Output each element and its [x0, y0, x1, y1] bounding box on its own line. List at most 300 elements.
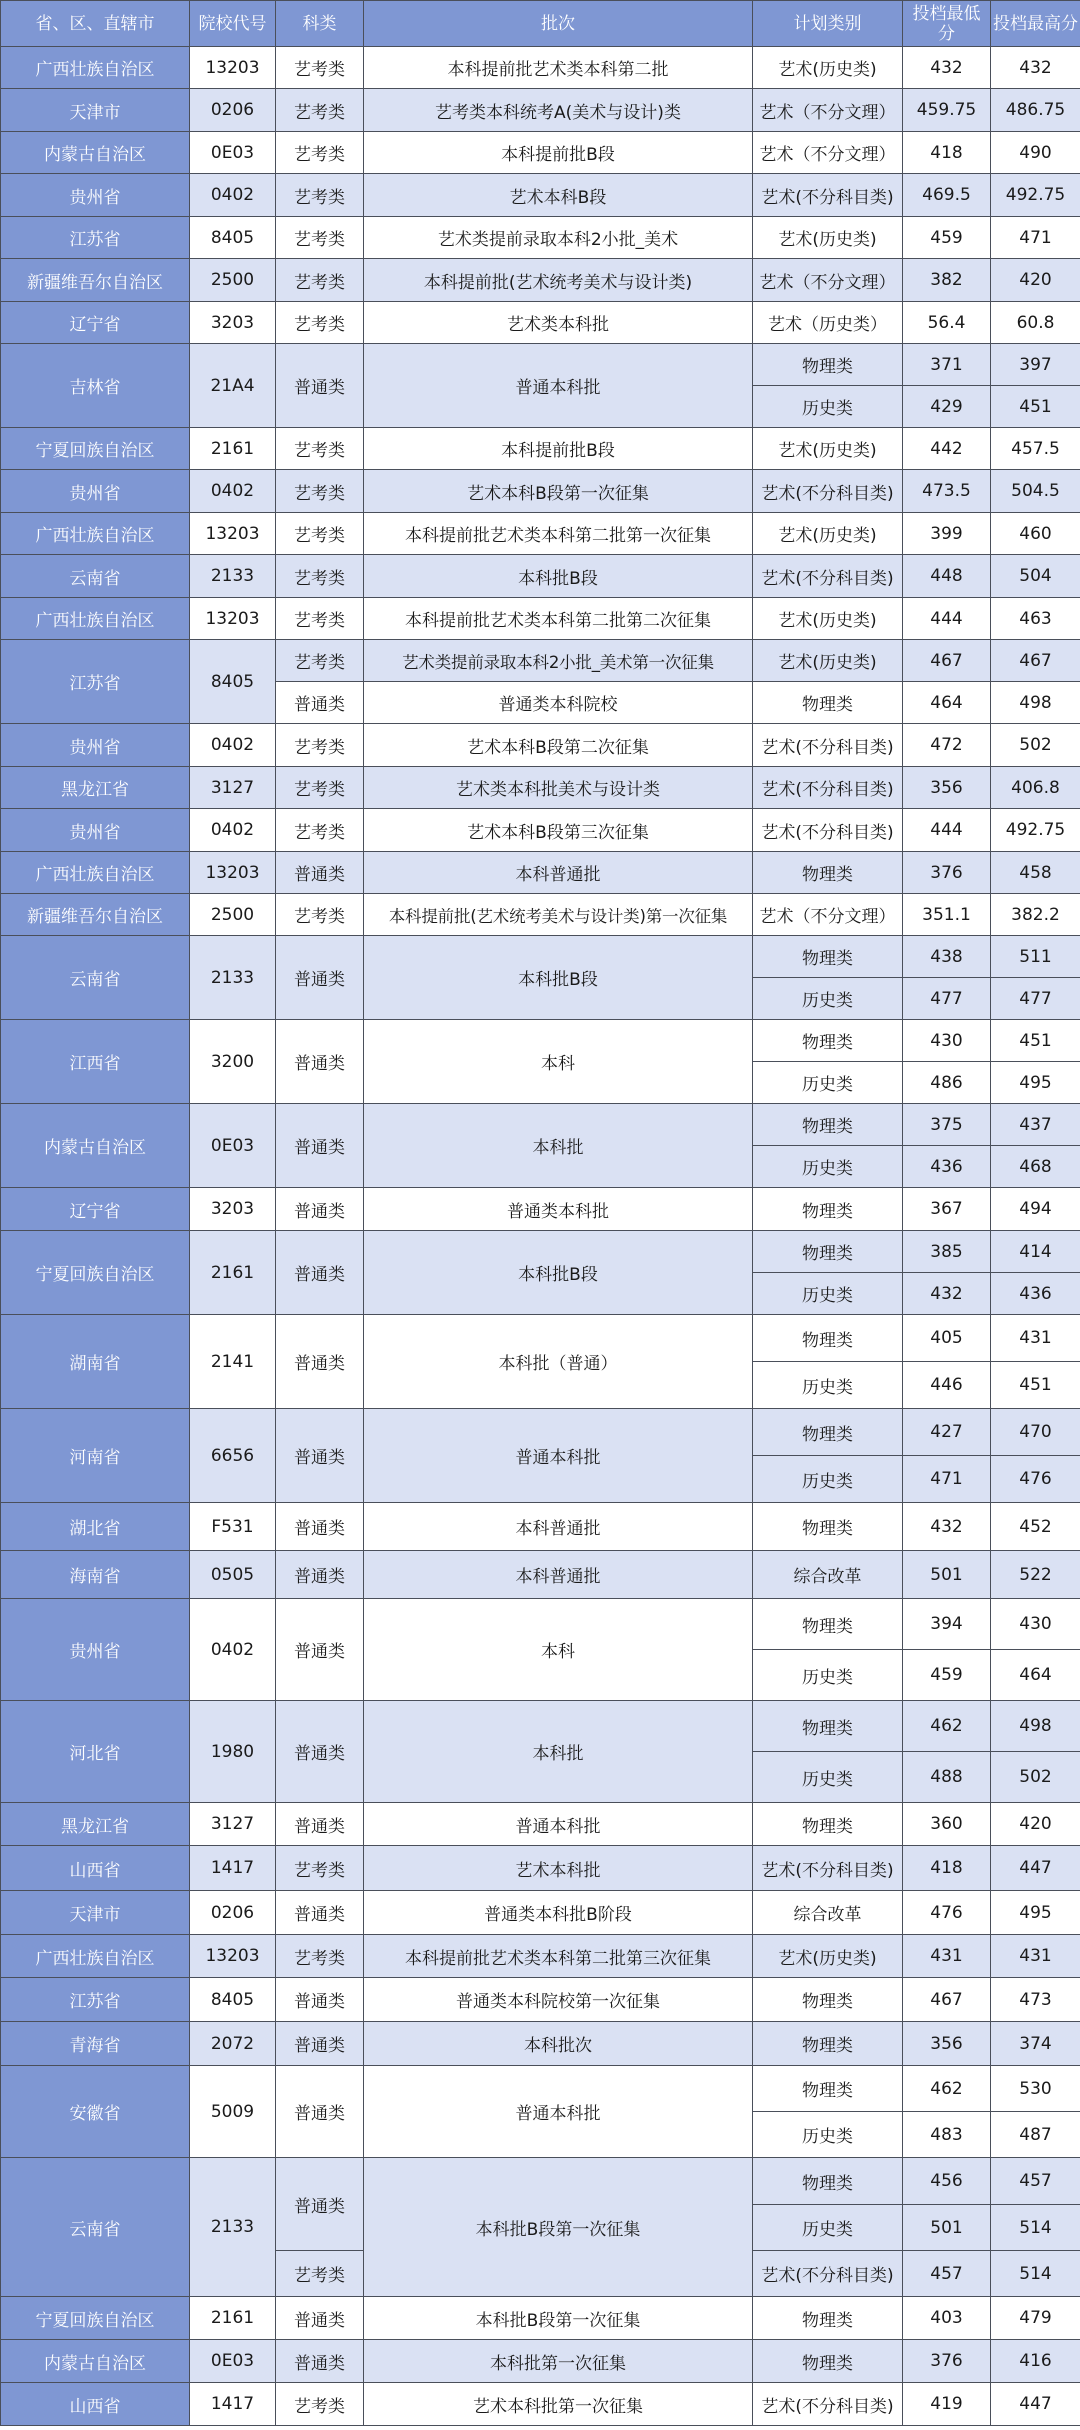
- max-score-cell: 382.2: [991, 894, 1080, 936]
- category-cell: 艺考类: [276, 47, 364, 89]
- header-row: [1, 1, 1080, 47]
- table-row: [1, 1701, 1080, 1752]
- table-row: [1, 809, 1080, 852]
- plan-type-cell: 历史类: [753, 978, 903, 1020]
- plan-type-cell: 综合改革: [753, 1891, 903, 1935]
- school-code-cell: 13203: [190, 513, 276, 555]
- batch-cell: 本科批（普通）: [364, 1315, 753, 1409]
- province-cell: 江苏省: [1, 217, 190, 259]
- category-cell: 普通类: [276, 1551, 364, 1599]
- min-score-cell: 360: [903, 1803, 991, 1846]
- min-score-cell: 459: [903, 1650, 991, 1701]
- province-cell: 黑龙江省: [1, 1803, 190, 1846]
- plan-type-cell: 历史类: [753, 1146, 903, 1188]
- max-score-cell: 504: [991, 555, 1080, 598]
- header-province: 省、区、直辖市: [1, 1, 190, 47]
- province-cell: 广西壮族自治区: [1, 513, 190, 555]
- province-cell: 广西壮族自治区: [1, 598, 190, 640]
- table-row: [1, 513, 1080, 555]
- max-score-cell: 452: [991, 1503, 1080, 1551]
- plan-type-cell: 艺术（历史类）: [753, 302, 903, 344]
- max-score-cell: 494: [991, 1188, 1080, 1231]
- table-row: [1, 598, 1080, 640]
- school-code-cell: 0402: [190, 724, 276, 767]
- batch-cell: 艺术本科B段: [364, 174, 753, 217]
- min-score-cell: 403: [903, 2297, 991, 2340]
- province-cell: 广西壮族自治区: [1, 1935, 190, 1978]
- max-score-cell: 522: [991, 1551, 1080, 1599]
- batch-cell: 本科批B段第一次征集: [364, 2297, 753, 2340]
- max-score-cell: 420: [991, 259, 1080, 302]
- min-score-cell: 467: [903, 640, 991, 682]
- max-score-cell: 468: [991, 1146, 1080, 1188]
- table-row: [1, 640, 1080, 682]
- school-code-cell: 0E03: [190, 132, 276, 174]
- max-score-cell: 457: [991, 2158, 1080, 2205]
- batch-cell: 普通类本科院校第一次征集: [364, 1978, 753, 2022]
- min-score-cell: 462: [903, 2066, 991, 2112]
- max-score-cell: 476: [991, 1456, 1080, 1503]
- province-cell: 河北省: [1, 1701, 190, 1803]
- max-score-cell: 416: [991, 2340, 1080, 2383]
- school-code-cell: 2072: [190, 2022, 276, 2066]
- category-cell: 普通类: [276, 1978, 364, 2022]
- school-code-cell: 8405: [190, 217, 276, 259]
- category-cell: 普通类: [276, 682, 364, 724]
- category-cell: 普通类: [276, 2022, 364, 2066]
- batch-cell: 本科提前批艺术类本科第二批第一次征集: [364, 513, 753, 555]
- table-row: [1, 1846, 1080, 1891]
- batch-cell: 本科提前批B段: [364, 428, 753, 470]
- min-score-cell: 432: [903, 47, 991, 89]
- plan-type-cell: 艺术（不分文理）: [753, 89, 903, 132]
- province-cell: 江西省: [1, 1020, 190, 1104]
- table-row: [1, 1104, 1080, 1146]
- plan-type-cell: 物理类: [753, 852, 903, 894]
- min-score-cell: 457: [903, 2251, 991, 2297]
- batch-cell: 艺术本科批第一次征集: [364, 2383, 753, 2426]
- table-header: [1, 1, 1080, 47]
- max-score-cell: 504.5: [991, 470, 1080, 513]
- plan-type-cell: 艺术（不分文理）: [753, 894, 903, 936]
- school-code-cell: 3127: [190, 1803, 276, 1846]
- school-code-cell: F531: [190, 1503, 276, 1551]
- min-score-cell: 501: [903, 2205, 991, 2251]
- province-cell: 贵州省: [1, 174, 190, 217]
- batch-cell: 本科提前批(艺术统考美术与设计类): [364, 259, 753, 302]
- province-cell: 山西省: [1, 2383, 190, 2426]
- table-row: [1, 2383, 1080, 2426]
- school-code-cell: 1417: [190, 2383, 276, 2426]
- category-cell: 普通类: [276, 2340, 364, 2383]
- table-row: [1, 174, 1080, 217]
- table-row: [1, 47, 1080, 89]
- max-score-cell: 406.8: [991, 767, 1080, 809]
- table-row: [1, 302, 1080, 344]
- category-cell: 普通类: [276, 1701, 364, 1803]
- school-code-cell: 13203: [190, 1935, 276, 1978]
- table-row: [1, 2340, 1080, 2383]
- plan-type-cell: 物理类: [753, 1188, 903, 1231]
- plan-type-cell: 历史类: [753, 2112, 903, 2158]
- school-code-cell: 0402: [190, 174, 276, 217]
- province-cell: 青海省: [1, 2022, 190, 2066]
- table-row: [1, 1551, 1080, 1599]
- max-score-cell: 492.75: [991, 809, 1080, 852]
- school-code-cell: 2500: [190, 894, 276, 936]
- province-cell: 云南省: [1, 936, 190, 1020]
- plan-type-cell: 历史类: [753, 1456, 903, 1503]
- school-code-cell: 2161: [190, 2297, 276, 2340]
- min-score-cell: 471: [903, 1456, 991, 1503]
- max-score-cell: 514: [991, 2251, 1080, 2297]
- school-code-cell: 3203: [190, 1188, 276, 1231]
- category-cell: 艺考类: [276, 89, 364, 132]
- batch-cell: 本科提前批艺术类本科第二批第三次征集: [364, 1935, 753, 1978]
- plan-type-cell: 艺术(历史类): [753, 1935, 903, 1978]
- plan-type-cell: 艺术(历史类): [753, 428, 903, 470]
- category-cell: 艺考类: [276, 2383, 364, 2426]
- category-cell: 艺考类: [276, 640, 364, 682]
- min-score-cell: 367: [903, 1188, 991, 1231]
- plan-type-cell: 艺术(历史类): [753, 640, 903, 682]
- province-cell: 湖南省: [1, 1315, 190, 1409]
- plan-type-cell: 物理类: [753, 1599, 903, 1650]
- plan-type-cell: 历史类: [753, 1062, 903, 1104]
- plan-type-cell: 综合改革: [753, 1551, 903, 1599]
- header-plan-type: 计划类别: [753, 1, 903, 47]
- table-row: [1, 132, 1080, 174]
- min-score-cell: 462: [903, 1701, 991, 1752]
- table-row: [1, 1231, 1080, 1273]
- batch-cell: 普通本科批: [364, 2066, 753, 2158]
- table-body: [1, 47, 1080, 2426]
- province-cell: 宁夏回族自治区: [1, 2297, 190, 2340]
- batch-cell: 本科批B段: [364, 1231, 753, 1315]
- batch-cell: 本科提前批B段: [364, 132, 753, 174]
- max-score-cell: 420: [991, 1803, 1080, 1846]
- batch-cell: 本科批: [364, 1104, 753, 1188]
- batch-cell: 普通本科批: [364, 344, 753, 428]
- province-cell: 新疆维吾尔自治区: [1, 259, 190, 302]
- table-row: [1, 894, 1080, 936]
- table-row: [1, 89, 1080, 132]
- batch-cell: 艺术类本科批: [364, 302, 753, 344]
- max-score-cell: 458: [991, 852, 1080, 894]
- plan-type-cell: 艺术(不分科目类): [753, 1846, 903, 1891]
- header-category: 科类: [276, 1, 364, 47]
- header-school-code: 院校代号: [190, 1, 276, 47]
- batch-cell: 艺术本科B段第二次征集: [364, 724, 753, 767]
- plan-type-cell: 艺术(不分科目类): [753, 2251, 903, 2297]
- category-cell: 普通类: [276, 1891, 364, 1935]
- school-code-cell: 5009: [190, 2066, 276, 2158]
- province-cell: 内蒙古自治区: [1, 1104, 190, 1188]
- category-cell: 艺考类: [276, 894, 364, 936]
- province-cell: 云南省: [1, 555, 190, 598]
- min-score-cell: 418: [903, 132, 991, 174]
- category-cell: 艺考类: [276, 217, 364, 259]
- table-row: [1, 1803, 1080, 1846]
- province-cell: 贵州省: [1, 809, 190, 852]
- min-score-cell: 351.1: [903, 894, 991, 936]
- category-cell: 艺考类: [276, 555, 364, 598]
- min-score-cell: 448: [903, 555, 991, 598]
- plan-type-cell: 物理类: [753, 1231, 903, 1273]
- batch-cell: 艺术本科B段第三次征集: [364, 809, 753, 852]
- min-score-cell: 459.75: [903, 89, 991, 132]
- province-cell: 云南省: [1, 2158, 190, 2297]
- school-code-cell: 0E03: [190, 1104, 276, 1188]
- plan-type-cell: 艺术(历史类): [753, 598, 903, 640]
- min-score-cell: 56.4: [903, 302, 991, 344]
- category-cell: 艺考类: [276, 2251, 364, 2297]
- category-cell: 普通类: [276, 2066, 364, 2158]
- school-code-cell: 2133: [190, 555, 276, 598]
- province-cell: 内蒙古自治区: [1, 132, 190, 174]
- plan-type-cell: 艺术（不分文理）: [753, 132, 903, 174]
- max-score-cell: 502: [991, 724, 1080, 767]
- max-score-cell: 511: [991, 936, 1080, 978]
- plan-type-cell: 物理类: [753, 936, 903, 978]
- max-score-cell: 498: [991, 682, 1080, 724]
- max-score-cell: 431: [991, 1935, 1080, 1978]
- plan-type-cell: 历史类: [753, 1273, 903, 1315]
- min-score-cell: 385: [903, 1231, 991, 1273]
- school-code-cell: 1417: [190, 1846, 276, 1891]
- table-row: [1, 852, 1080, 894]
- batch-cell: 普通类本科批B阶段: [364, 1891, 753, 1935]
- table-row: [1, 724, 1080, 767]
- batch-cell: 普通本科批: [364, 1803, 753, 1846]
- province-cell: 新疆维吾尔自治区: [1, 894, 190, 936]
- province-cell: 江苏省: [1, 1978, 190, 2022]
- province-cell: 辽宁省: [1, 1188, 190, 1231]
- max-score-cell: 467: [991, 640, 1080, 682]
- category-cell: 艺考类: [276, 724, 364, 767]
- max-score-cell: 464: [991, 1650, 1080, 1701]
- header-min-score: 投档最低分: [903, 1, 991, 47]
- batch-cell: 本科批: [364, 1701, 753, 1803]
- school-code-cell: 6656: [190, 1409, 276, 1503]
- plan-type-cell: 物理类: [753, 344, 903, 386]
- batch-cell: 本科批次: [364, 2022, 753, 2066]
- school-code-cell: 2141: [190, 1315, 276, 1409]
- plan-type-cell: 历史类: [753, 2205, 903, 2251]
- plan-type-cell: 物理类: [753, 1803, 903, 1846]
- max-score-cell: 495: [991, 1062, 1080, 1104]
- table-row: [1, 2022, 1080, 2066]
- province-cell: 内蒙古自治区: [1, 2340, 190, 2383]
- plan-type-cell: 艺术(不分科目类): [753, 724, 903, 767]
- min-score-cell: 376: [903, 852, 991, 894]
- category-cell: 普通类: [276, 1599, 364, 1701]
- max-score-cell: 470: [991, 1409, 1080, 1456]
- batch-cell: 本科: [364, 1020, 753, 1104]
- batch-cell: 本科普通批: [364, 1503, 753, 1551]
- category-cell: 普通类: [276, 1104, 364, 1188]
- category-cell: 普通类: [276, 1409, 364, 1503]
- min-score-cell: 432: [903, 1273, 991, 1315]
- table-row: [1, 344, 1080, 386]
- min-score-cell: 464: [903, 682, 991, 724]
- plan-type-cell: 艺术(不分科目类): [753, 2383, 903, 2426]
- min-score-cell: 438: [903, 936, 991, 978]
- table-row: [1, 470, 1080, 513]
- plan-type-cell: 艺术(历史类): [753, 217, 903, 259]
- table-row: [1, 2297, 1080, 2340]
- min-score-cell: 376: [903, 2340, 991, 2383]
- min-score-cell: 431: [903, 1935, 991, 1978]
- min-score-cell: 427: [903, 1409, 991, 1456]
- batch-cell: 本科提前批(艺术统考美术与设计类)第一次征集: [364, 894, 753, 936]
- batch-cell: 本科提前批艺术类本科第二批第二次征集: [364, 598, 753, 640]
- category-cell: 艺考类: [276, 1846, 364, 1891]
- school-code-cell: 0402: [190, 470, 276, 513]
- min-score-cell: 430: [903, 1020, 991, 1062]
- category-cell: 普通类: [276, 1315, 364, 1409]
- max-score-cell: 463: [991, 598, 1080, 640]
- plan-type-cell: 物理类: [753, 1020, 903, 1062]
- school-code-cell: 13203: [190, 598, 276, 640]
- batch-cell: 本科普通批: [364, 852, 753, 894]
- category-cell: 艺考类: [276, 259, 364, 302]
- category-cell: 普通类: [276, 1188, 364, 1231]
- plan-type-cell: 艺术（不分文理）: [753, 259, 903, 302]
- max-score-cell: 530: [991, 2066, 1080, 2112]
- min-score-cell: 446: [903, 1362, 991, 1409]
- province-cell: 天津市: [1, 1891, 190, 1935]
- school-code-cell: 0402: [190, 1599, 276, 1701]
- plan-type-cell: 物理类: [753, 1503, 903, 1551]
- province-cell: 安徽省: [1, 2066, 190, 2158]
- min-score-cell: 476: [903, 1891, 991, 1935]
- province-cell: 贵州省: [1, 724, 190, 767]
- school-code-cell: 8405: [190, 640, 276, 724]
- max-score-cell: 447: [991, 2383, 1080, 2426]
- min-score-cell: 356: [903, 767, 991, 809]
- plan-type-cell: 艺术(不分科目类): [753, 555, 903, 598]
- plan-type-cell: 物理类: [753, 682, 903, 724]
- school-code-cell: 2500: [190, 259, 276, 302]
- province-cell: 江苏省: [1, 640, 190, 724]
- province-cell: 海南省: [1, 1551, 190, 1599]
- category-cell: 艺考类: [276, 132, 364, 174]
- school-code-cell: 13203: [190, 852, 276, 894]
- table-row: [1, 1503, 1080, 1551]
- province-cell: 贵州省: [1, 470, 190, 513]
- school-code-cell: 2161: [190, 428, 276, 470]
- table-row: [1, 1020, 1080, 1062]
- max-score-cell: 492.75: [991, 174, 1080, 217]
- plan-type-cell: 历史类: [753, 1650, 903, 1701]
- category-cell: 普通类: [276, 344, 364, 428]
- table-row: [1, 1188, 1080, 1231]
- plan-type-cell: 艺术(不分科目类): [753, 470, 903, 513]
- min-score-cell: 488: [903, 1752, 991, 1803]
- min-score-cell: 444: [903, 809, 991, 852]
- batch-cell: 本科批B段第一次征集: [364, 2158, 753, 2297]
- province-cell: 贵州省: [1, 1599, 190, 1701]
- plan-type-cell: 艺术(不分科目类): [753, 174, 903, 217]
- plan-type-cell: 物理类: [753, 1409, 903, 1456]
- batch-cell: 艺术本科B段第一次征集: [364, 470, 753, 513]
- min-score-cell: 405: [903, 1315, 991, 1362]
- batch-cell: 艺术类提前录取本科2小批_美术: [364, 217, 753, 259]
- table-row: [1, 2158, 1080, 2205]
- school-code-cell: 8405: [190, 1978, 276, 2022]
- category-cell: 普通类: [276, 852, 364, 894]
- category-cell: 普通类: [276, 2158, 364, 2251]
- school-code-cell: 2161: [190, 1231, 276, 1315]
- min-score-cell: 469.5: [903, 174, 991, 217]
- header-batch: 批次: [364, 1, 753, 47]
- max-score-cell: 60.8: [991, 302, 1080, 344]
- batch-cell: 普通类本科院校: [364, 682, 753, 724]
- province-cell: 山西省: [1, 1846, 190, 1891]
- table-row: [1, 767, 1080, 809]
- batch-cell: 普通类本科批: [364, 1188, 753, 1231]
- max-score-cell: 479: [991, 2297, 1080, 2340]
- batch-cell: 普通本科批: [364, 1409, 753, 1503]
- category-cell: 艺考类: [276, 174, 364, 217]
- batch-cell: 艺术本科批: [364, 1846, 753, 1891]
- batch-cell: 本科普通批: [364, 1551, 753, 1599]
- max-score-cell: 436: [991, 1273, 1080, 1315]
- min-score-cell: 483: [903, 2112, 991, 2158]
- min-score-cell: 473.5: [903, 470, 991, 513]
- batch-cell: 本科: [364, 1599, 753, 1701]
- batch-cell: 本科提前批艺术类本科第二批: [364, 47, 753, 89]
- max-score-cell: 374: [991, 2022, 1080, 2066]
- min-score-cell: 429: [903, 386, 991, 428]
- max-score-cell: 447: [991, 1846, 1080, 1891]
- max-score-cell: 490: [991, 132, 1080, 174]
- province-cell: 黑龙江省: [1, 767, 190, 809]
- category-cell: 艺考类: [276, 302, 364, 344]
- batch-cell: 艺术类本科批美术与设计类: [364, 767, 753, 809]
- max-score-cell: 451: [991, 1362, 1080, 1409]
- school-code-cell: 3203: [190, 302, 276, 344]
- max-score-cell: 451: [991, 1020, 1080, 1062]
- province-cell: 湖北省: [1, 1503, 190, 1551]
- school-code-cell: 0206: [190, 89, 276, 132]
- max-score-cell: 460: [991, 513, 1080, 555]
- category-cell: 艺考类: [276, 598, 364, 640]
- plan-type-cell: 艺术(不分科目类): [753, 767, 903, 809]
- max-score-cell: 477: [991, 978, 1080, 1020]
- min-score-cell: 456: [903, 2158, 991, 2205]
- batch-cell: 本科批B段: [364, 936, 753, 1020]
- header-max-score: 投档最高分: [991, 1, 1080, 47]
- max-score-cell: 498: [991, 1701, 1080, 1752]
- school-code-cell: 0206: [190, 1891, 276, 1935]
- max-score-cell: 471: [991, 217, 1080, 259]
- category-cell: 普通类: [276, 1020, 364, 1104]
- batch-cell: 本科批B段: [364, 555, 753, 598]
- max-score-cell: 514: [991, 2205, 1080, 2251]
- category-cell: 普通类: [276, 1503, 364, 1551]
- batch-cell: 艺考类本科统考A(美术与设计)类: [364, 89, 753, 132]
- min-score-cell: 467: [903, 1978, 991, 2022]
- province-cell: 广西壮族自治区: [1, 852, 190, 894]
- school-code-cell: 3200: [190, 1020, 276, 1104]
- max-score-cell: 397: [991, 344, 1080, 386]
- min-score-cell: 442: [903, 428, 991, 470]
- max-score-cell: 486.75: [991, 89, 1080, 132]
- plan-type-cell: 物理类: [753, 1104, 903, 1146]
- table-row: [1, 259, 1080, 302]
